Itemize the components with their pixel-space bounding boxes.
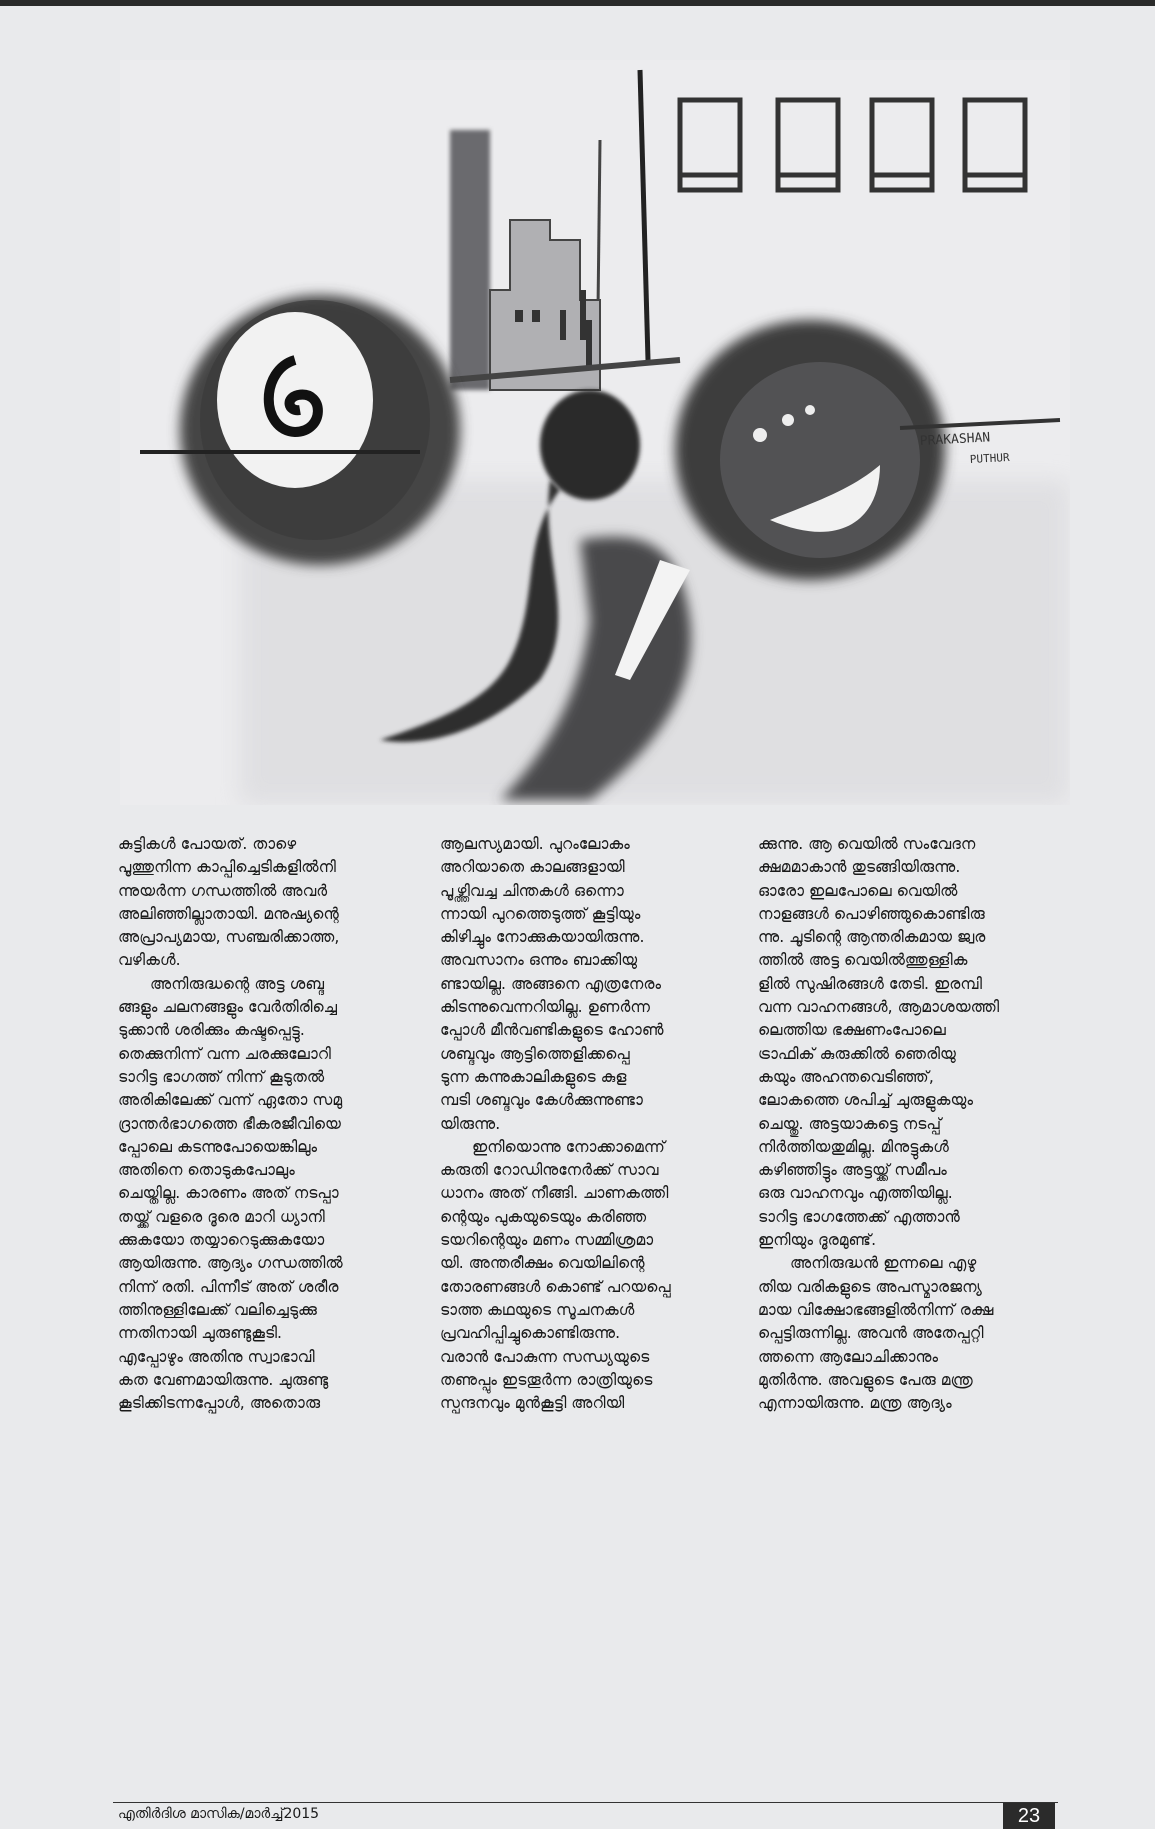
text-line: ന്റെയും പുകയുടെയും കരിഞ്ഞ — [440, 1207, 647, 1226]
text-line: ലോകത്തെ ശപിച്ച് ചുരുളുകയും — [758, 1091, 974, 1110]
text-column-3 — [758, 833, 1058, 1415]
text-line: ധാനം അത് നീങ്ങി. ചാണകത്തി — [440, 1184, 669, 1203]
text-line: നിർത്തിയതുമില്ല. മിനുട്ടുകൾ — [758, 1137, 949, 1156]
text-line: തെക്കുനിന്ന് വന്ന ചരക്കുലോറി — [118, 1044, 331, 1063]
text-line: മായ വിക്ഷോഭങ്ങളിൽനിന്ന് രക്ഷ — [758, 1300, 994, 1319]
text-line: ത്തിൽ അട്ട വെയിൽത്തുള്ളിക — [758, 951, 968, 970]
text-line: ഇനിയും ദൂരമുണ്ട്. — [758, 1231, 877, 1250]
text-line: കയും അഹന്തവെടിഞ്ഞ്, — [758, 1067, 934, 1086]
text-line: ടാറിട്ട ഭാഗത്ത് നിന്ന് കൂടുതൽ — [118, 1067, 325, 1086]
text-line: മ്പടി ശബ്ദവും കേൾക്കുന്നുണ്ടാ — [440, 1091, 643, 1110]
text-line: ഓരോ ഇലപോലെ വെയിൽ — [758, 881, 958, 900]
text-line: ഒരു വാഹനവും എത്തിയില്ല. — [758, 1184, 953, 1203]
text-line: യി. അന്തരീക്ഷം വെയിലിന്റെ — [440, 1254, 645, 1273]
article-body — [118, 833, 1058, 1765]
text-column-2 — [440, 833, 740, 1415]
page-number: 23 — [1003, 1803, 1055, 1829]
text-line: ആലസ്യമായി. പുറംലോകം — [440, 835, 630, 853]
text-line: ന്നുയർന്ന ഗന്ധത്തിൽ അവർ — [118, 881, 328, 900]
text-line: ട്രാഫിക് കുരുക്കിൽ ഞെരിയു — [758, 1044, 956, 1063]
text-line: ടുക്കാൻ ശരിക്കും കഷ്ടപ്പെട്ടു. — [118, 1021, 305, 1040]
text-line: ളിൽ സുഷിരങ്ങൾ തേടി. ഇരമ്പി — [758, 974, 982, 993]
text-line: വന്ന വാഹനങ്ങൾ, ആമാശയത്തി — [758, 998, 1000, 1017]
text-line: പൂഴ്ത്തിവച്ച ചിന്തകൾ ഒന്നൊ — [440, 881, 624, 900]
text-line: ക്ഷമമാകാൻ തുടങ്ങിയിരുന്നു. — [758, 858, 961, 877]
text-line: ടാത്ത കഥയുടെ സൂചനകൾ — [440, 1300, 635, 1319]
text-line: പ്പെട്ടിരുന്നില്ല. അവൻ അതേപ്പറ്റി — [758, 1324, 984, 1343]
text-line: ന്നായി പുറത്തെടുത്ത് കൂട്ടിയും — [440, 904, 641, 923]
text-line: അനിരുദ്ധൻ ഇന്നലെ എഴു — [790, 1254, 977, 1273]
text-line: ത്തിനുള്ളിലേക്ക് വലിച്ചെടുക്കു — [118, 1300, 318, 1319]
text-line: ടുന്ന കന്നുകാലികളുടെ കുള — [440, 1067, 627, 1086]
text-line: അറിയാതെ കാലങ്ങളായി — [440, 858, 625, 877]
text-line: പ്രവഹിപ്പിച്ചുകൊണ്ടിരുന്നു. — [440, 1324, 621, 1343]
text-line: തോരണങ്ങൾ കൊണ്ട് പറയപ്പെ — [440, 1277, 671, 1296]
text-line: കിഴിച്ചും നോക്കുകയായിരുന്നു. — [440, 928, 645, 947]
text-line: മുതിർന്നു. അവളുടെ പേരു മന്ത്ര — [758, 1370, 973, 1389]
text-line: യിരുന്നു. — [440, 1114, 501, 1133]
text-line: ചെയ്തു. അട്ടയാകട്ടെ നടപ്പ് — [758, 1114, 942, 1133]
story-illustration — [120, 60, 1070, 805]
text-line: തയ്ക്ക് വളരെ ദൂരെ മാറി ധ്യാനി — [118, 1207, 325, 1226]
text-line: ടയറിന്റെയും മണം സമ്മിശ്രമാ — [440, 1231, 654, 1250]
text-line: കഴിഞ്ഞിട്ടും അട്ടയ്ക്ക് സമീപം — [758, 1161, 947, 1180]
text-line: ണ്ടായില്ല. അങ്ങനെ എത്രനേരം — [440, 974, 662, 993]
text-line: ക്കുന്നു. ആ വെയിൽ സംവേദന — [758, 835, 976, 853]
text-line: വഴികൾ. — [118, 951, 181, 970]
magazine-footer: എതിർദിശ മാസിക/മാർച്ച്2015 — [118, 1806, 320, 1822]
text-line: ലെത്തിയ ഭക്ഷണംപോലെ — [758, 1021, 946, 1040]
text-line: ന്നു. ചൂടിന്റെ ആന്തരികമായ ജ്വര — [758, 928, 986, 947]
text-line: സ്പന്ദനവും മുൻകൂട്ടി അറിയി — [440, 1394, 625, 1413]
text-line: എന്നായിരുന്നു. മന്ത്ര ആദ്യം — [758, 1394, 952, 1413]
text-line: ക്കുകയോ തയ്യാറെടുക്കുകയോ — [118, 1231, 325, 1250]
text-line: കുട്ടികൾ പോയത്. താഴെ — [118, 835, 297, 853]
text-line: പൂത്തുനിന്ന കാപ്പിച്ചെടികളിൽനി — [118, 858, 336, 877]
text-column-1 — [118, 833, 418, 1415]
text-line: തിയ വരികളുടെ അപസ്മാരജന്യ — [758, 1277, 982, 1296]
artist-signature-line2: PUTHUR — [969, 450, 1010, 466]
text-line: കരുതി റോഡിനുനേർക്ക് സാവ — [440, 1161, 659, 1180]
text-line: ന്നതിനായി ചുരുണ്ടുകൂടി. — [118, 1324, 282, 1343]
text-line: ശബ്ദവും ആട്ടിത്തെളിക്കപ്പെ — [440, 1044, 630, 1063]
text-line: കൂടിക്കിടന്നപ്പോൾ, അതൊരു — [118, 1394, 321, 1413]
text-line: അതിനെ തൊടുകപോലും — [118, 1161, 295, 1180]
text-line: ഇനിയൊന്നു നോക്കാമെന്ന് — [472, 1137, 665, 1156]
text-line: കിടന്നുവെന്നറിയില്ല. ഉണർന്ന — [440, 998, 651, 1017]
text-line: കത വേണമായിരുന്നു. ചുരുണ്ടു — [118, 1370, 329, 1389]
text-line: അവസാനം ഒന്നും ബാക്കിയു — [440, 951, 638, 970]
text-line: ആയിരുന്നു. ആദ്യം ഗന്ധത്തിൽ — [118, 1254, 343, 1273]
text-line: ചെയ്തില്ല. കാരണം അത് നടപ്പാ — [118, 1184, 339, 1203]
text-line: പ്പോൾ മീൻവണ്ടികളുടെ ഹോൺ — [440, 1021, 664, 1040]
text-line: അലിഞ്ഞില്ലാതായി. മനുഷ്യന്റെ — [118, 904, 339, 923]
scan-top-edge — [0, 0, 1155, 6]
text-line: അനിരുദ്ധന്റെ അട്ട ശബ്ദ — [150, 974, 325, 993]
text-line: ടാറിട്ട ഭാഗത്തേക്ക് എത്താൻ — [758, 1207, 960, 1226]
text-line: അപ്രാപ്യമായ, സഞ്ചരിക്കാത്ത, — [118, 928, 340, 947]
artist-signature-line1: PRAKASHAN — [919, 430, 991, 449]
text-line: ത്തന്നെ ആലോചിക്കാനും — [758, 1347, 939, 1366]
text-line: നാളങ്ങൾ പൊഴിഞ്ഞുകൊണ്ടിരു — [758, 904, 985, 923]
footer-rule — [113, 1802, 1058, 1803]
text-line: ങ്ങളും ചലനങ്ങളും വേർതിരിച്ചെ — [118, 998, 338, 1017]
text-line: തണുപ്പും ഇടതൂർന്ന രാത്രിയുടെ — [440, 1370, 653, 1389]
text-line: എപ്പോഴും അതിനു സ്വാഭാവി — [118, 1347, 315, 1366]
text-line: നിന്ന് രതി. പിന്നീട് അത് ശരീര — [118, 1277, 339, 1296]
text-line: പ്പോലെ കടന്നുപോയെങ്കിലും — [118, 1137, 318, 1156]
text-line: അരികിലേക്ക് വന്ന് ഏതോ സമു — [118, 1091, 343, 1110]
text-line: ദ്രാന്തർഭാഗത്തെ ഭീകരജീവിയെ — [118, 1114, 341, 1133]
text-line: വരാൻ പോകുന്ന സന്ധ്യയുടെ — [440, 1347, 650, 1366]
